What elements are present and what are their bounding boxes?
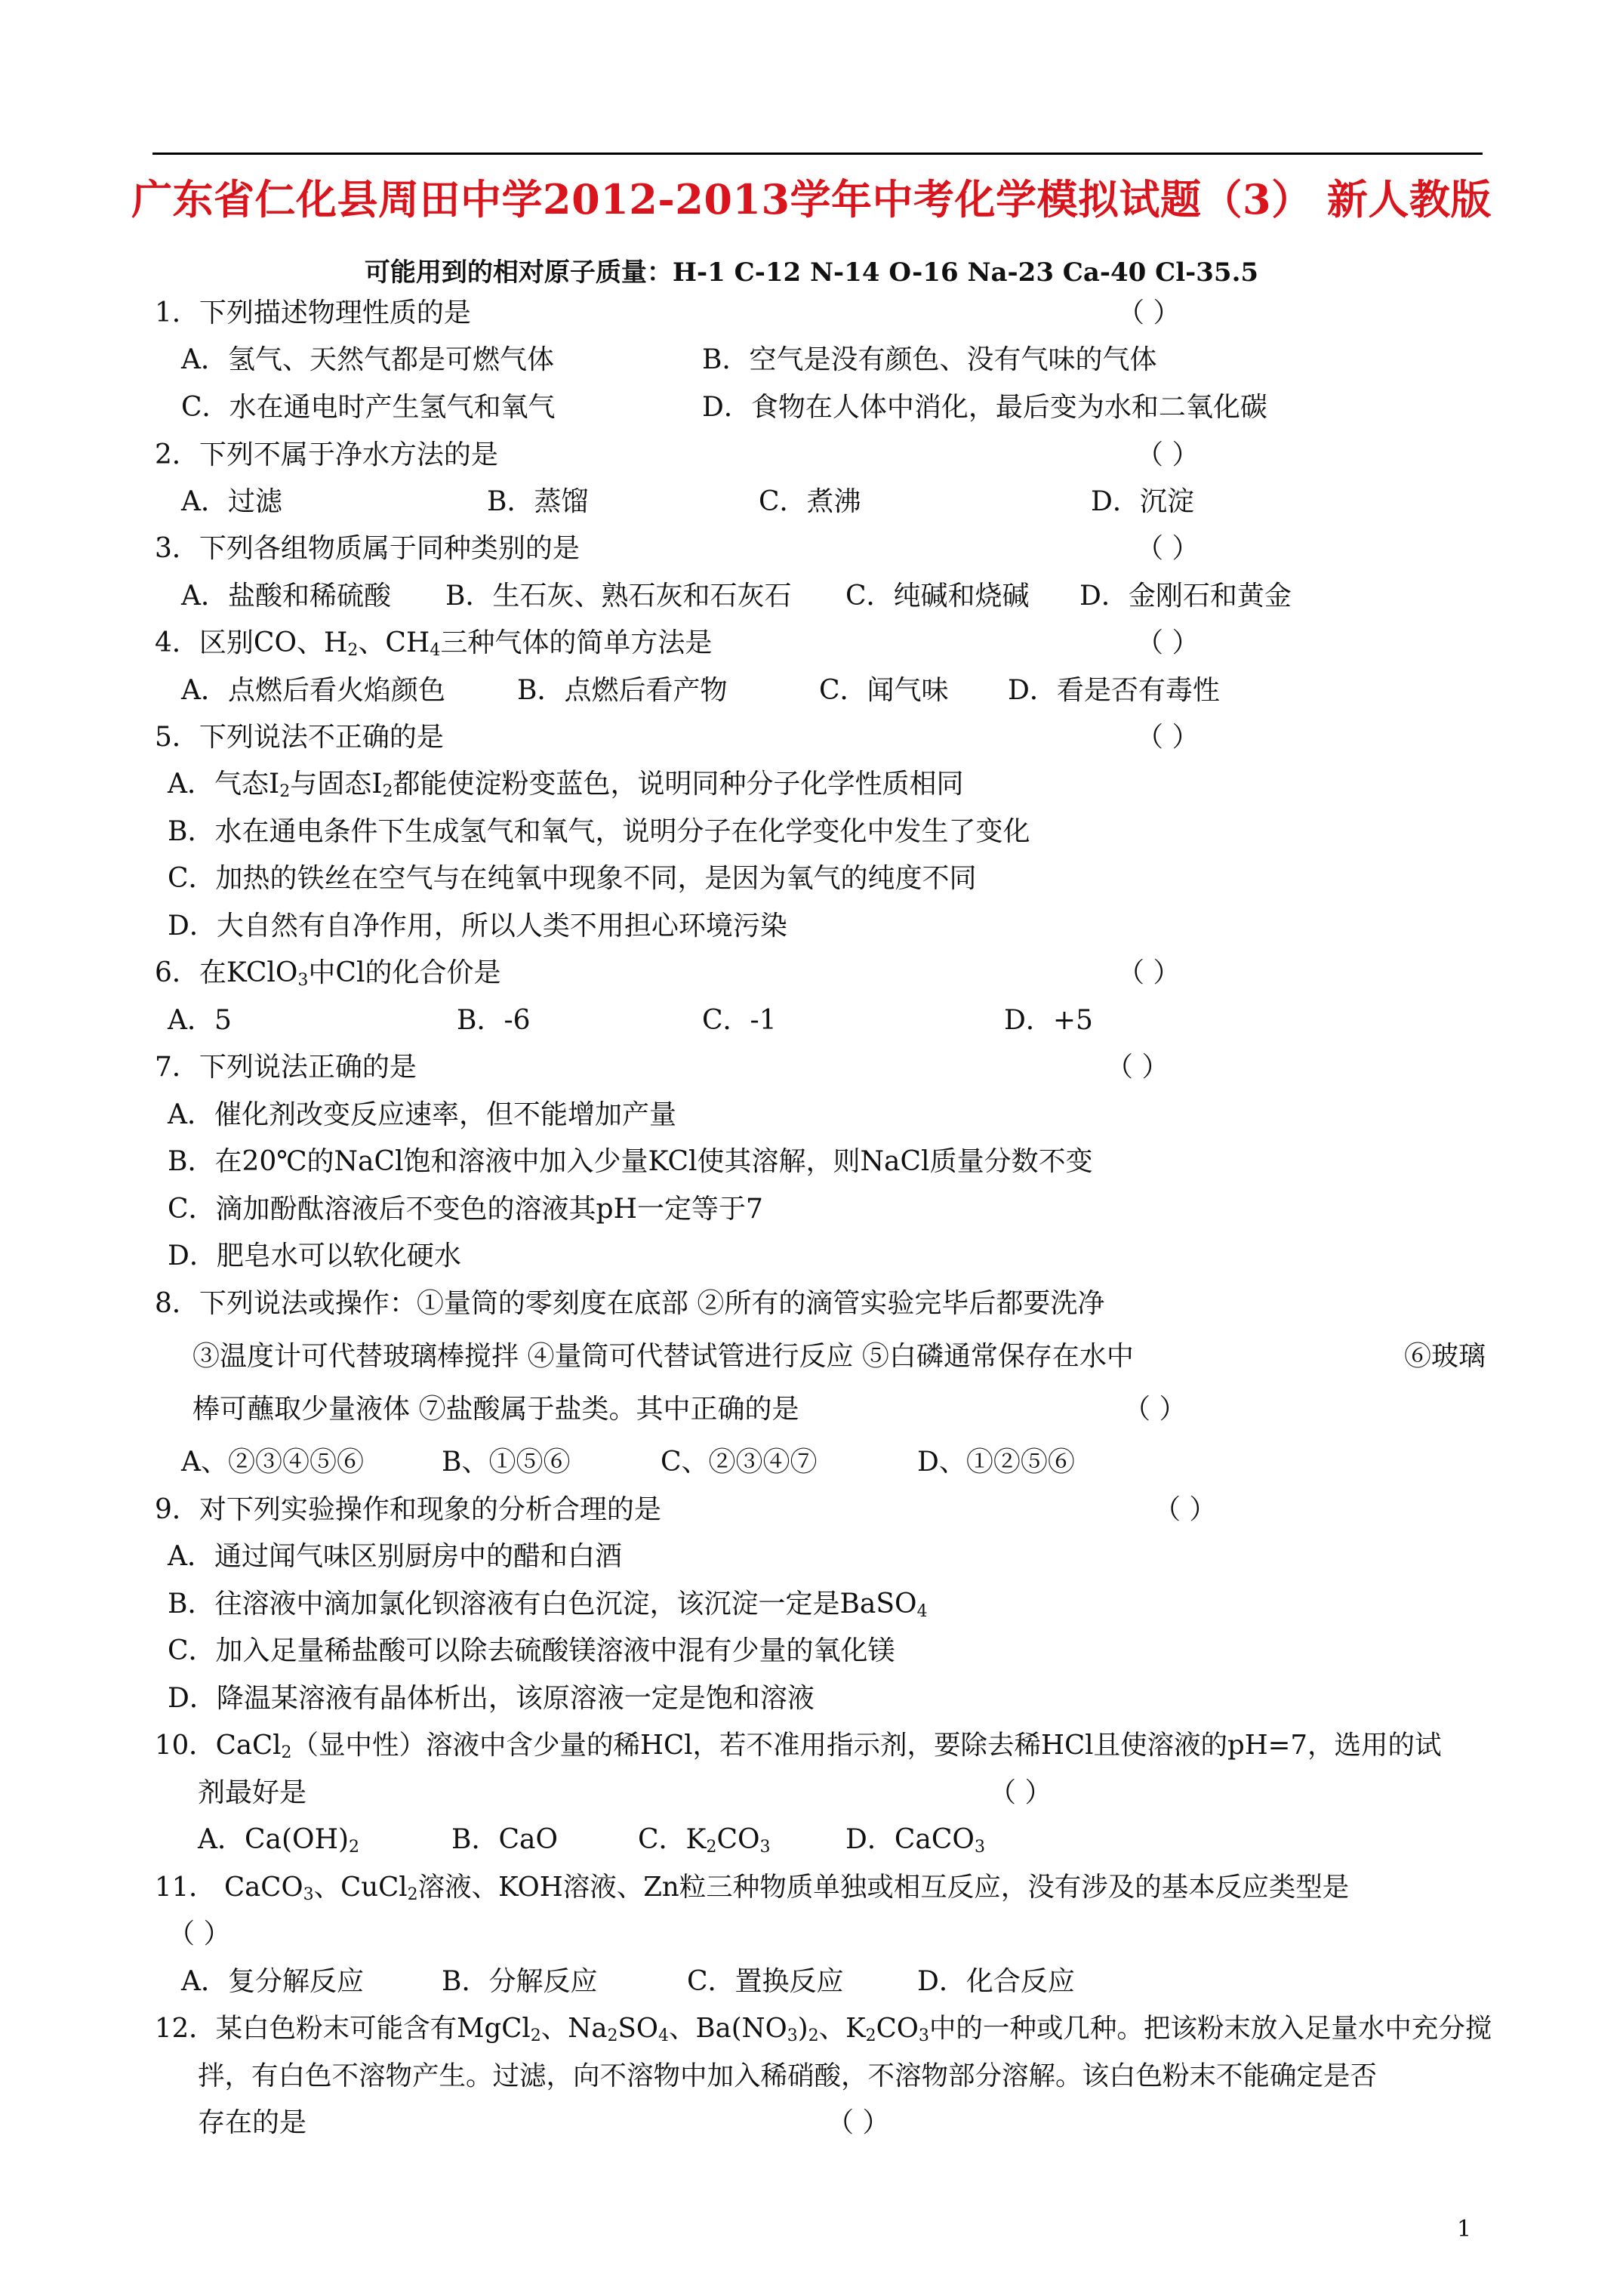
- q8-line-3: 棒可蘸取少量液体 ⑦盐酸属于盐类。其中正确的是: [192, 1394, 799, 1425]
- q1-option-a: A．氢气、天然气都是可燃气体: [181, 344, 554, 375]
- q4-stem: 4．区别CO、$H_2$、$CH_4$三种气体的简单方法是: [155, 627, 713, 660]
- q5-option-b: B．水在通电条件下生成氢气和氧气，说明分子在化学变化中发生了变化: [168, 816, 1030, 847]
- header-rule: [152, 153, 1483, 155]
- q12-answer-bracket: （ ）: [827, 2107, 890, 2138]
- q6-option-d: D．+5: [1004, 1005, 1093, 1036]
- q11-option-d: D．化合反应: [917, 1966, 1075, 1997]
- page-title: 广东省仁化县周田中学2012-2013学年中考化学模拟试题（3） 新人教版: [131, 175, 1492, 223]
- q8-line-1: 8．下列说法或操作：①量筒的零刻度在底部 ②所有的滴管实验完毕后都要洗净: [155, 1288, 1105, 1319]
- q5-option-d: D．大自然有自净作用，所以人类不用担心环境污染: [168, 911, 787, 942]
- q9-option-a: A．通过闻气味区别厨房中的醋和白酒: [168, 1541, 622, 1572]
- q8-option-b: B、①⑤⑥: [442, 1447, 571, 1478]
- q8-line-2-end: ⑥玻璃: [1404, 1341, 1486, 1372]
- q12-stem-line-3: 存在的是: [198, 2107, 307, 2138]
- q7-option-a: A．催化剂改变反应速率，但不能增加产量: [168, 1099, 676, 1130]
- q11-option-a: A．复分解反应: [181, 1966, 364, 1997]
- q2-stem: 2．下列不属于净水方法的是: [155, 439, 498, 470]
- q5-stem: 5．下列说法不正确的是: [155, 722, 444, 753]
- q3-option-b: B．生石灰、熟石灰和石灰石: [445, 581, 792, 612]
- q7-answer-bracket: （ ）: [1106, 1052, 1169, 1083]
- q10-stem: 10．CaCl$_2$（显中性）溶液中含少量的稀HCl，若不准用指示剂，要除去稀HCl且使溶液的pH=7，选用的试: [155, 1730, 1442, 1762]
- q8-answer-bracket: （ ）: [1123, 1394, 1187, 1425]
- q3-option-c: C．纯碱和烧碱: [845, 581, 1030, 612]
- q5-answer-bracket: （ ）: [1136, 722, 1200, 753]
- q7-option-c: C．滴加酚酞溶液后不变色的溶液其pH一定等于7: [168, 1194, 763, 1225]
- q6-stem: 6．在KClO$_3$中Cl的化合价是: [155, 957, 501, 990]
- q10-option-d: D．CaCO$_3$: [845, 1824, 985, 1857]
- q6-option-b: B．-6: [457, 1005, 531, 1036]
- q7-stem: 7．下列说法正确的是: [155, 1052, 417, 1083]
- q3-answer-bracket: （ ）: [1136, 533, 1200, 564]
- q1-option-c: C．水在通电时产生氢气和氧气: [181, 392, 556, 423]
- q9-option-c: C．加入足量稀盐酸可以除去硫酸镁溶液中混有少量的氧化镁: [168, 1635, 895, 1666]
- q10-option-a: A．$Ca(OH)_2$: [198, 1824, 360, 1857]
- q7-option-b: B．在20℃的NaCl饱和溶液中加入少量KCl使其溶解，则NaCl质量分数不变: [168, 1146, 1093, 1177]
- q10-answer-bracket: （ ）: [989, 1777, 1052, 1808]
- q4-option-c: C．闻气味: [819, 675, 949, 706]
- q6-option-a: A．5: [168, 1005, 232, 1036]
- q3-option-a: A．盐酸和稀硫酸: [181, 581, 391, 612]
- q8-option-c: C、②③④⑦: [661, 1447, 818, 1478]
- q6-answer-bracket: （ ）: [1117, 957, 1181, 988]
- q2-option-d: D．沉淀: [1091, 486, 1194, 517]
- q2-option-b: B．蒸馏: [487, 486, 589, 517]
- q10-stem-line-2: 剂最好是: [198, 1777, 307, 1808]
- q2-option-a: A．过滤: [181, 486, 282, 517]
- q4-option-b: B．点燃后看产物: [517, 675, 728, 706]
- page-number: 1: [1457, 2216, 1472, 2242]
- q5-option-a: A．气态$I_2$与固态$I_2$都能使淀粉变蓝色，说明同种分子化学性质相同: [168, 769, 964, 801]
- q11-option-c: C．置换反应: [687, 1966, 844, 1997]
- q12-stem-line-2: 拌，有白色不溶物产生。过滤，向不溶物中加入稀硝酸，不溶物部分溶解。该白色粉末不能确定是否: [198, 2060, 1378, 2091]
- atomic-masses: 可能用到的相对原子质量：H-1 C-12 N-14 O-16 Na-23 Ca-40 Cl-35.5: [364, 257, 1259, 288]
- q1-option-d: D．食物在人体中消化，最后变为水和二氧化碳: [702, 392, 1267, 423]
- q9-option-b: B．往溶液中滴加氯化钡溶液有白色沉淀，该沉淀一定是BaSO$_4$: [168, 1589, 928, 1621]
- q11-stem: 11． CaCO$_3$、CuCl$_2$溶液、KOH溶液、Zn粒三种物质单独或相互反应，没有涉及的基本反应类型是: [155, 1872, 1350, 1904]
- q4-option-a: A．点燃后看火焰颜色: [181, 675, 445, 706]
- q12-stem: 12．某白色粉末可能含有MgCl$_2$、$Na_2SO_4$、$Ba(NO_3)_2$、$K_2CO_3$中的一种或几种。把该粉末放入足量水中充分搅: [155, 2013, 1492, 2045]
- q4-option-d: D．看是否有毒性: [1008, 675, 1220, 706]
- q8-option-d: D、①②⑤⑥: [917, 1447, 1075, 1478]
- q1-stem: 1．下列描述物理性质的是: [155, 297, 471, 328]
- q3-option-d: D．金刚石和黄金: [1079, 581, 1292, 612]
- q11-option-b: B．分解反应: [442, 1966, 598, 1997]
- q9-answer-bracket: （ ）: [1153, 1494, 1217, 1525]
- q2-answer-bracket: （ ）: [1136, 439, 1200, 470]
- q5-option-c: C．加热的铁丝在空气与在纯氧中现象不同，是因为氧气的纯度不同: [168, 863, 977, 894]
- q1-option-b: B．空气是没有颜色、没有气味的气体: [702, 344, 1157, 375]
- q8-line-2: ③温度计可代替玻璃棒搅拌 ④量筒可代替试管进行反应 ⑤白磷通常保存在水中: [192, 1341, 1134, 1372]
- q4-answer-bracket: （ ）: [1136, 627, 1200, 658]
- q10-option-c: C．$K_2CO_3$: [638, 1824, 771, 1857]
- q2-option-c: C．煮沸: [759, 486, 861, 517]
- q11-answer-bracket: （ ）: [168, 1918, 231, 1949]
- q6-option-c: C．-1: [702, 1005, 777, 1036]
- q10-option-b: B．CaO: [451, 1824, 558, 1855]
- q8-option-a: A、②③④⑤⑥: [181, 1447, 364, 1478]
- q9-stem: 9．对下列实验操作和现象的分析合理的是: [155, 1494, 661, 1525]
- q1-answer-bracket: （ ）: [1117, 297, 1181, 328]
- q7-option-d: D．肥皂水可以软化硬水: [168, 1240, 461, 1271]
- q9-option-d: D．降温某溶液有晶体析出，该原溶液一定是饱和溶液: [168, 1683, 815, 1714]
- q3-stem: 3．下列各组物质属于同种类别的是: [155, 533, 580, 564]
